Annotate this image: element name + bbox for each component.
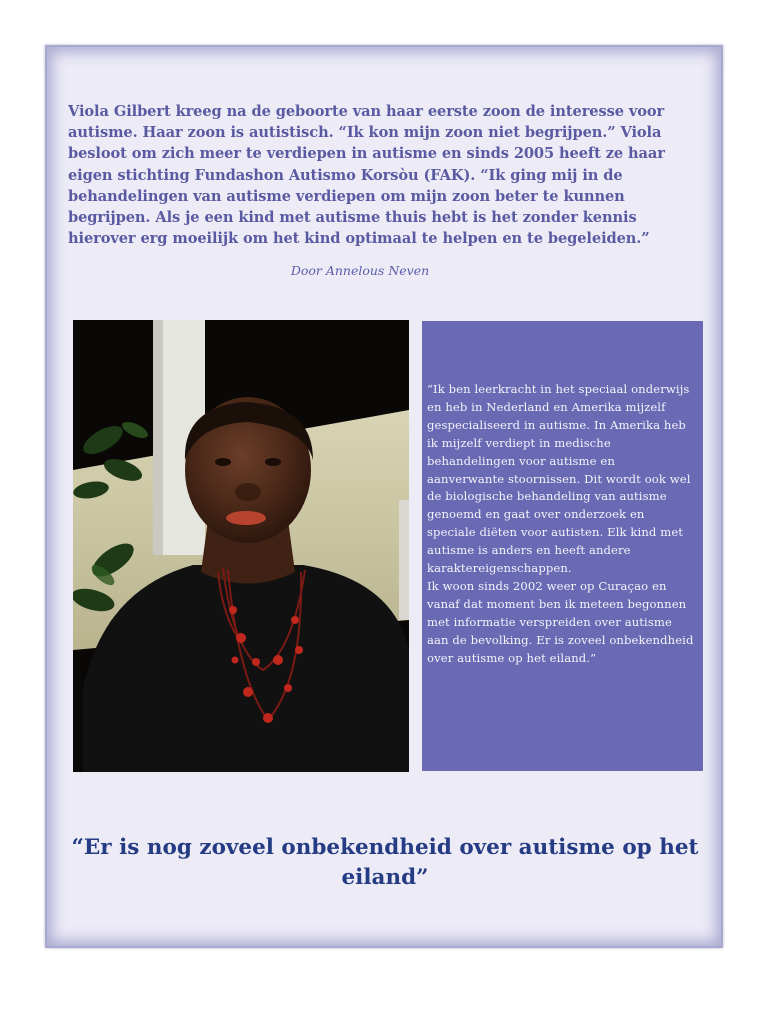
quote-paragraph-2: Ik woon sinds 2002 weer op Curaçao en vanaf dat moment ben ik meteen begonnen met informatie verspreiden over autisme aan de bevolking. Er is zoveel onbekendheid over autisme op het eiland.” bbox=[427, 578, 694, 665]
portrait-photo bbox=[73, 320, 409, 772]
intro-paragraph: Viola Gilbert kreeg na de geboorte van haar eerste zoon de interesse voor autisme. Haar zoon is autistisch. “Ik kon mijn zoon niet begrijpen.” Viola besloot om zich meer te verdiepen in autisme en sinds 2005 heeft ze haar eigen stichting Fundashon Autismo Korsòu (FAK). “Ik ging mij in de behandelingen van autisme verdiepen om mijn zoon beter te kunnen begrijpen. Als je een kind met autisme thuis hebt is het zonder kennis hierover erg moeilijk om het kind optimaal te helpen en te begeleiden.” bbox=[68, 103, 665, 248]
byline: Door Annelous Neven bbox=[290, 263, 430, 278]
quote-box bbox=[422, 321, 703, 771]
quote-paragraph-1: “Ik ben leerkracht in het speciaal onderwijs en heb in Nederland en Amerika mijzelf gespecialiseerd in autisme. In Amerika heb ik mijzelf verdiept in medische behandelingen voor autisme en aanverwante stoornissen. Dit wordt ook wel de biologische behandeling van autisme genoemd en gaat over onderzoek en speciale diëten voor autisten. Elk kind met autisme is anders en heeft andere karaktereigenschappen. bbox=[427, 382, 691, 576]
pull-quote: “Er is nog zoveel onbekendheid over autisme op het eiland” bbox=[71, 835, 699, 890]
